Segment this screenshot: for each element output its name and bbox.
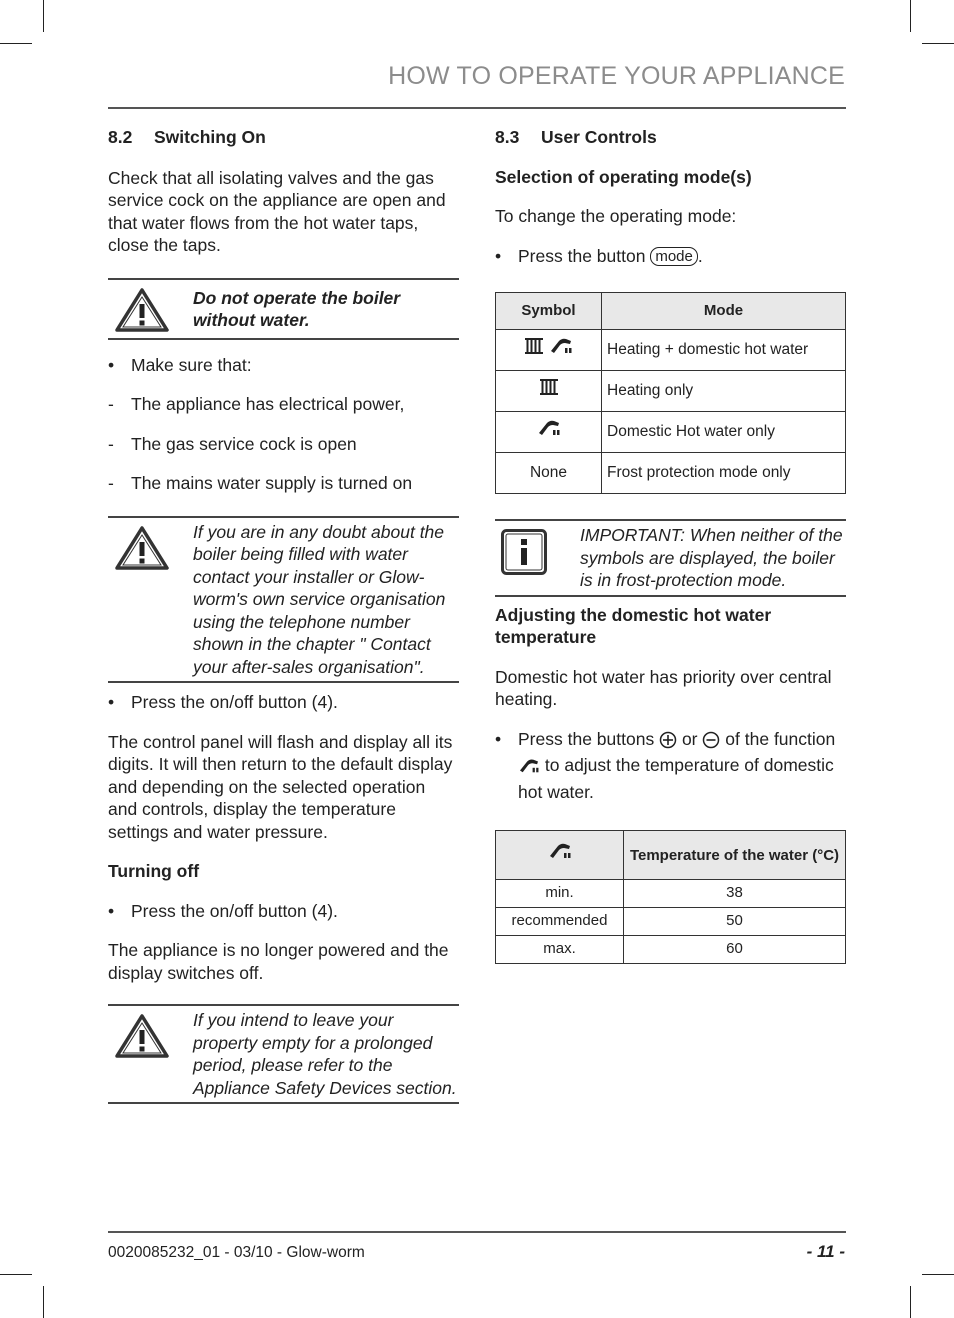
- temp-value-cell: 38: [624, 880, 846, 908]
- hot-water-tap-icon: [537, 418, 561, 446]
- symbol-cell: [496, 412, 602, 453]
- mode-heading: Selection of operating mode(s): [495, 166, 752, 187]
- crop-mark: [43, 1286, 44, 1318]
- temp-table-header: Temperature of the water (°C): [624, 831, 846, 880]
- bullet-text: of the: [725, 728, 770, 749]
- temperature-table: [495, 830, 846, 964]
- warning-box-empty-property: [108, 1004, 459, 1104]
- switch-off-paragraph: The appliance is no longer powered and the display switches off.: [108, 940, 449, 983]
- footer-doc-reference: 0020085232_01 - 03/10 - Glow-worm: [108, 1244, 365, 1261]
- warning-triangle-icon: [114, 525, 170, 577]
- switching-on-intro: Check that all isolating valves and the gas service cock on the appliance are open and that water flows from the hot water taps, close the taps.: [108, 167, 446, 255]
- table-header-mode: Mode: [602, 293, 846, 330]
- crop-mark: [910, 1286, 911, 1318]
- symbol-cell: [496, 330, 602, 371]
- mode-table: [495, 292, 846, 494]
- warning-triangle-icon: [114, 287, 170, 339]
- dhw-heading: Adjusting the domestic hot water temperature: [495, 604, 772, 647]
- table-row: [496, 371, 846, 412]
- crop-mark: [0, 1274, 32, 1275]
- table-row: [496, 908, 846, 936]
- minus-button-icon[interactable]: [702, 731, 720, 755]
- dash-text: The gas service cock is open: [131, 433, 357, 454]
- section-heading-user-controls: [495, 126, 846, 149]
- table-row: [496, 936, 846, 964]
- section-title: User Controls: [541, 127, 657, 147]
- crop-mark: [43, 0, 44, 32]
- left-column: [108, 126, 459, 1104]
- important-note-text: IMPORTANT: When neither of the symbols are displayed, the boiler is in frost-protection mode.: [580, 525, 843, 590]
- warning-box-doubt: [108, 516, 459, 684]
- dash-item: - The mains water supply is turned on: [108, 473, 413, 493]
- temp-label-cell: recommended: [496, 908, 624, 936]
- symbol-cell: None: [496, 453, 602, 494]
- warning-box-no-water: [108, 278, 459, 340]
- table-row: [496, 330, 846, 371]
- info-icon: [501, 529, 547, 581]
- info-box-important: [495, 519, 846, 597]
- warning-text-no-water: Do not operate the boiler without water.: [193, 287, 401, 330]
- bullet-suffix: .: [697, 245, 703, 266]
- temp-label-cell: max.: [496, 936, 624, 964]
- bullet-make-sure: • Make sure that:: [108, 354, 252, 375]
- hot-water-tap-icon: [518, 757, 540, 781]
- mode-cell: Heating only: [602, 371, 846, 412]
- dash-text: The mains water supply is turned on: [131, 473, 413, 493]
- crop-mark: [922, 1274, 954, 1275]
- mode-cell: Domestic Hot water only: [602, 412, 846, 453]
- hot-water-tap-icon: [548, 841, 572, 869]
- section-heading-switching-on: [108, 126, 459, 149]
- section-number: 8.2: [108, 127, 133, 147]
- bullet-text: to adjust the temperature of domestic hot water.: [518, 755, 834, 802]
- page-number: - 11 -: [806, 1242, 845, 1261]
- header-rule: [108, 107, 846, 109]
- crop-mark: [910, 0, 911, 32]
- bullet-text: Press the on/off button (4).: [131, 692, 338, 712]
- symbol-cell: [496, 371, 602, 412]
- bullet-press-onoff: • Press the on/off button (4).: [108, 692, 338, 712]
- bullet-text: Press the button: [518, 245, 646, 266]
- control-panel-paragraph: The control panel will flash and display all its digits. It will then return to the default display and depending on the selected operation and controls, display the temperature settings and water pressure.: [108, 731, 453, 842]
- crop-mark: [922, 43, 954, 44]
- bullet-text: function: [773, 728, 836, 749]
- warning-text-doubt: If you are in any doubt about the boiler being filled with water contact your installer or Glow-worm's own service organisation using the telephone number shown in the chapter " Contact your after-sales organisation".: [193, 521, 446, 677]
- mode-cell: Heating + domestic hot water: [602, 330, 846, 371]
- dash-item: - The gas service cock is open: [108, 433, 357, 454]
- dhw-paragraph: Domestic hot water has priority over central heating.: [495, 666, 832, 709]
- bullet-text: Press the buttons: [518, 728, 655, 749]
- warning-triangle-icon: [114, 1013, 170, 1065]
- page-header-title: HOW TO OPERATE YOUR APPLIANCE: [388, 62, 845, 90]
- mode-cell: Frost protection mode only: [602, 453, 846, 494]
- turning-off-heading: Turning off: [108, 861, 200, 881]
- right-column: [495, 126, 846, 964]
- plus-button-icon[interactable]: [659, 731, 677, 755]
- mode-button-label: mode: [655, 247, 693, 265]
- dash-item: - The appliance has electrical power,: [108, 394, 405, 414]
- dash-text: The appliance has electrical power,: [131, 394, 405, 414]
- crop-mark: [0, 43, 32, 44]
- hot-water-tap-icon: [549, 336, 573, 364]
- table-row: [496, 453, 846, 494]
- temp-table-symbol-header: [496, 831, 624, 880]
- radiator-icon: [524, 336, 544, 364]
- bullet-press-onoff-2: • Press the on/off button (4).: [108, 900, 338, 921]
- mode-intro: To change the operating mode:: [495, 206, 737, 226]
- section-title: Switching On: [154, 127, 266, 147]
- warning-text-empty-property: If you intend to leave your property empty for a prolonged period, please refer to the Appliance Safety Devices section.: [193, 1010, 457, 1098]
- bullet-press-mode: • Press the button mode .: [495, 245, 703, 266]
- temp-value-cell: 50: [624, 908, 846, 936]
- temp-value-cell: 60: [624, 936, 846, 964]
- table-row: [496, 880, 846, 908]
- temp-label-cell: min.: [496, 880, 624, 908]
- bullet-press-buttons: • Press the buttons or of the function to adjust the temperature of domestic hot water.: [495, 728, 836, 802]
- table-row: [496, 412, 846, 453]
- section-number: 8.3: [495, 127, 520, 147]
- bullet-text: Press the on/off button (4).: [131, 900, 338, 921]
- table-header-symbol: Symbol: [496, 293, 602, 330]
- bullet-text: Make sure that:: [131, 354, 252, 375]
- radiator-icon: [539, 377, 559, 405]
- mode-button[interactable]: [650, 247, 698, 266]
- bullet-text: or: [681, 728, 698, 749]
- footer-rule: [108, 1231, 846, 1233]
